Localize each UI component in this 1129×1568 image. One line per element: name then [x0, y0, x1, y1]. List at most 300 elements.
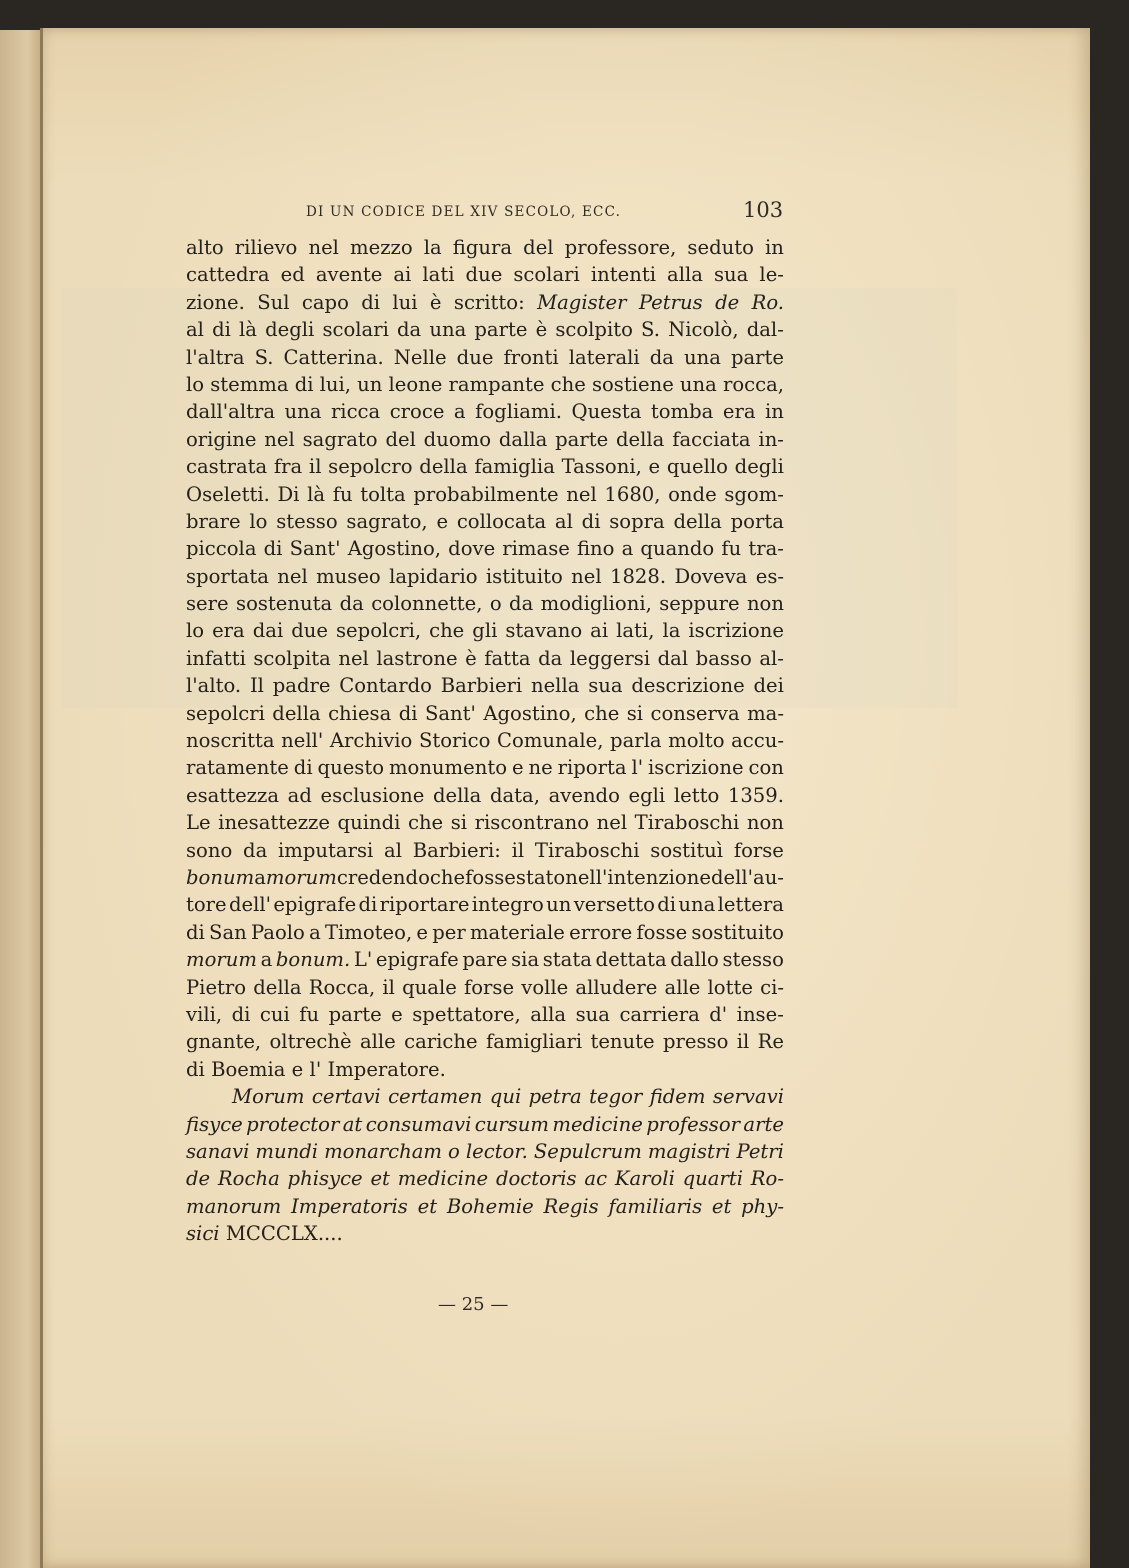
word: protector	[246, 1112, 340, 1136]
word: nel	[264, 427, 295, 451]
text-line	[186, 837, 784, 864]
word: leone	[388, 372, 443, 396]
word: inse-	[736, 1002, 784, 1026]
word: lapidario	[389, 564, 478, 588]
word: professor	[646, 1112, 741, 1136]
word: Di	[277, 482, 300, 506]
text-line	[186, 754, 784, 781]
word: Imperatore.	[327, 1057, 446, 1081]
word: sua	[588, 674, 623, 698]
word: quarti	[682, 1167, 743, 1191]
word: qui	[489, 1085, 522, 1109]
word: sere	[186, 592, 229, 616]
text-line	[186, 1220, 784, 1247]
text-line	[186, 426, 784, 453]
word: di	[263, 537, 283, 561]
text-line	[186, 946, 784, 973]
word: materiale	[469, 920, 565, 944]
word: presso	[662, 1030, 729, 1054]
word: e	[416, 920, 429, 944]
word: di	[212, 318, 231, 342]
word: porta	[730, 509, 784, 533]
word: parla	[610, 729, 662, 753]
word: collocata	[456, 509, 547, 533]
word: l'altra	[186, 345, 245, 369]
word: dell'	[228, 893, 272, 917]
word: credendo	[336, 865, 430, 889]
word: Rocha	[217, 1167, 280, 1191]
word: origine	[186, 427, 257, 451]
word: forse	[464, 975, 515, 999]
word: sepolcri	[186, 701, 265, 725]
word: sua	[575, 1002, 610, 1026]
word: Tiraboschi	[534, 838, 640, 862]
word: e	[391, 1002, 403, 1026]
word: avendo	[548, 783, 620, 807]
word: Rocca,	[308, 975, 376, 999]
word: fidem	[649, 1085, 706, 1109]
word: dal	[657, 646, 689, 670]
word: morum	[186, 948, 257, 972]
word: riporta	[557, 756, 627, 780]
word: dove	[448, 537, 496, 561]
word: e	[648, 455, 661, 479]
word: vili,	[186, 1002, 223, 1026]
word: al-	[759, 646, 784, 670]
word: da	[396, 318, 422, 342]
word: a	[309, 920, 321, 944]
text-line	[186, 645, 784, 672]
word: Petri	[736, 1139, 784, 1163]
word: dell'au-	[710, 865, 784, 889]
word: al	[186, 318, 204, 342]
text-line	[186, 1056, 784, 1083]
word: alto	[186, 236, 224, 259]
word: Ro.	[751, 290, 784, 314]
word: parte	[555, 427, 609, 451]
word: di	[186, 1057, 205, 1081]
word: 1680,	[604, 482, 661, 506]
word: cattedra	[186, 263, 270, 287]
word: e	[436, 509, 449, 533]
word: rampante	[448, 372, 545, 396]
word: sici	[186, 1222, 220, 1246]
word: errore	[569, 920, 633, 944]
word: di	[293, 756, 313, 780]
word: S.	[641, 318, 660, 342]
word: del	[523, 236, 554, 259]
word: una	[429, 318, 467, 342]
word: nel	[571, 564, 602, 588]
word: Barbieri	[440, 674, 523, 698]
word: Regis	[543, 1194, 599, 1218]
word: dai	[252, 619, 284, 643]
word: a	[254, 865, 266, 889]
word: le-	[759, 263, 784, 287]
word: quando	[640, 537, 715, 561]
text-line	[186, 891, 784, 918]
word: da	[243, 838, 268, 862]
word: a	[260, 948, 273, 972]
word: il	[511, 838, 525, 862]
text-line	[186, 617, 784, 644]
word: intenti	[590, 263, 656, 287]
word: morum	[265, 865, 337, 889]
word: ma-	[747, 701, 784, 725]
word: tenute	[590, 1030, 655, 1054]
word: avente	[315, 263, 383, 287]
word: fogliami.	[475, 400, 562, 424]
word: da	[509, 592, 534, 616]
page-number: 103	[743, 198, 784, 222]
word: che	[584, 701, 620, 725]
word: sagrato,	[346, 509, 428, 533]
word: due	[465, 263, 503, 287]
word: della	[419, 455, 468, 479]
word: Comunale,	[497, 729, 604, 753]
word: alla	[530, 1002, 567, 1026]
word: croce	[389, 400, 445, 424]
word: fra	[273, 455, 303, 479]
word: sia	[511, 948, 540, 972]
word: bonum.	[275, 948, 351, 972]
word: cariche	[404, 1030, 478, 1054]
word: è	[429, 290, 442, 314]
word: a	[621, 537, 634, 561]
word: onde	[668, 482, 717, 506]
word: dallo	[670, 948, 719, 972]
word: de	[186, 1167, 211, 1191]
word: nel	[338, 646, 369, 670]
word: Bohemie	[446, 1194, 534, 1218]
word: là	[239, 318, 257, 342]
word: una	[679, 372, 717, 396]
word: integro	[471, 893, 544, 917]
word: fatta	[484, 646, 531, 670]
word: là	[307, 482, 326, 506]
word: stemma	[210, 372, 289, 396]
text-line	[186, 590, 784, 617]
word: scritto:	[453, 290, 525, 314]
text-line	[186, 344, 784, 371]
text-line	[186, 453, 784, 480]
word: S.	[254, 345, 274, 369]
word: es-	[755, 564, 784, 588]
word: la	[662, 619, 681, 643]
word: sostituito	[691, 920, 784, 944]
word: Agostino,	[347, 537, 442, 561]
word: dettata	[595, 948, 667, 972]
text-line	[186, 919, 784, 946]
word: fosse	[636, 920, 688, 944]
word: certamen	[388, 1085, 483, 1109]
word: iscrizione	[688, 619, 784, 643]
word: sanavi	[186, 1139, 250, 1163]
word: Contardo	[339, 674, 432, 698]
word: tomba	[650, 400, 714, 424]
word: infatti	[186, 646, 246, 670]
text-line	[186, 1193, 784, 1220]
word: il	[382, 975, 395, 999]
word: fosse	[465, 865, 516, 889]
word: fu	[299, 1002, 320, 1026]
word: riscontrano	[474, 811, 590, 835]
word: era	[722, 400, 756, 424]
word: sopra	[609, 509, 665, 533]
word: 1828.	[609, 564, 667, 588]
word: sagrato	[302, 427, 378, 451]
text-line	[186, 864, 784, 891]
word: noscritta	[186, 729, 275, 753]
word: Boemia	[211, 1057, 286, 1081]
word: fu	[721, 537, 742, 561]
word: professore,	[564, 236, 677, 259]
word: in	[765, 400, 784, 424]
word: degli	[265, 318, 315, 342]
word: scolpita	[253, 646, 331, 670]
word: lo	[186, 372, 205, 396]
word: Archivio	[329, 729, 413, 753]
word: ad	[287, 783, 312, 807]
word: piccola	[186, 537, 257, 561]
word: da	[649, 345, 674, 369]
word: data,	[489, 783, 540, 807]
word: il	[736, 1030, 750, 1054]
word: sostituì	[650, 838, 724, 862]
word: L'	[353, 948, 373, 972]
text-line	[186, 1165, 784, 1192]
word: nel	[596, 811, 628, 835]
word: riportare	[379, 893, 470, 917]
word: conserva	[650, 701, 740, 725]
word: monumento	[388, 756, 508, 780]
word: della	[673, 509, 722, 533]
word: fronti	[503, 345, 559, 369]
word: consumavi	[365, 1112, 472, 1136]
word: di	[294, 372, 314, 396]
word: ai	[590, 619, 609, 643]
word: famigliari	[485, 1030, 583, 1054]
word: o	[489, 592, 502, 616]
word: at	[342, 1112, 363, 1136]
word: et	[417, 1194, 438, 1218]
word: parte	[474, 318, 528, 342]
word: rocca,	[722, 372, 784, 396]
word: Le	[186, 811, 211, 835]
text-line	[186, 535, 784, 562]
word: tolta	[360, 482, 406, 506]
word: questo	[317, 756, 385, 780]
word: Agostino,	[483, 701, 577, 725]
word: phisyce	[287, 1167, 363, 1191]
word: della	[616, 427, 665, 451]
word: Catterina.	[283, 345, 384, 369]
word: stavano	[505, 619, 583, 643]
word: cursum	[474, 1112, 549, 1136]
word: di	[358, 893, 378, 917]
word: di	[398, 701, 418, 725]
word: ac	[584, 1167, 608, 1191]
word: ne	[528, 756, 553, 780]
word: un	[546, 893, 572, 917]
word: 1359.	[727, 783, 784, 807]
word: che	[429, 865, 466, 889]
word: Pietro	[186, 975, 247, 999]
folio-number: — 25 —	[438, 1294, 509, 1315]
word: et	[370, 1167, 390, 1191]
text-line	[186, 508, 784, 535]
word: nel	[277, 564, 308, 588]
word: iscrizione	[648, 756, 744, 780]
word: dei	[753, 674, 784, 698]
word: Tiraboschi	[634, 811, 740, 835]
word: alle	[664, 975, 701, 999]
word: lui	[392, 290, 418, 314]
word: padre	[272, 674, 331, 698]
word: stesso	[722, 948, 784, 972]
word: lo	[186, 619, 205, 643]
word: lector.	[465, 1139, 528, 1163]
word: stata	[542, 948, 592, 972]
word: quale	[402, 975, 457, 999]
word: tore	[186, 893, 227, 917]
word: della	[432, 783, 482, 807]
text-line	[186, 289, 784, 316]
word: al	[554, 509, 573, 533]
word: Morum	[232, 1085, 305, 1109]
word: di	[581, 509, 601, 533]
word: l'alto.	[186, 674, 242, 698]
word: dal-	[746, 318, 784, 342]
word: ratamente	[186, 756, 289, 780]
word: l'	[309, 1057, 322, 1081]
word: castrata	[186, 455, 268, 479]
text-line	[186, 672, 784, 699]
word: Sant'	[289, 537, 341, 561]
word: versetto	[573, 893, 655, 917]
word: una	[284, 400, 322, 424]
word: da	[538, 646, 563, 670]
word: arte	[743, 1112, 784, 1136]
word: capo	[301, 290, 349, 314]
word: non	[746, 592, 784, 616]
text-line	[186, 1138, 784, 1165]
word: quindi	[337, 811, 401, 835]
word: e	[511, 756, 524, 780]
word: San	[209, 920, 247, 944]
word: et	[711, 1194, 732, 1218]
word: basso	[695, 646, 752, 670]
text-line	[186, 398, 784, 425]
text-line	[186, 974, 784, 1001]
word: mezzo	[350, 236, 413, 259]
word: figura	[452, 236, 513, 259]
word: parte	[730, 345, 784, 369]
word: ed	[280, 263, 305, 287]
word: forse	[733, 838, 784, 862]
word: che	[407, 811, 444, 835]
word: gnante,	[186, 1030, 262, 1054]
word: alle	[359, 1030, 396, 1054]
word: o	[448, 1139, 460, 1163]
word: zione.	[186, 290, 245, 314]
body-text	[186, 234, 784, 1247]
word: carriera	[619, 1002, 700, 1026]
word: Sepulcrum	[533, 1139, 642, 1163]
word: sepolcri,	[336, 619, 422, 643]
word: si	[626, 701, 644, 725]
word: duomo	[423, 427, 492, 451]
word: fino	[576, 537, 615, 561]
text-line	[186, 1028, 784, 1055]
word: brare	[186, 509, 241, 533]
word: sono	[186, 838, 233, 862]
word: lo	[249, 509, 268, 533]
word: facciata	[672, 427, 751, 451]
word: imputarsi	[278, 838, 374, 862]
word: lettera	[717, 893, 784, 917]
word: Questa	[571, 400, 642, 424]
word: nell'intenzione	[565, 865, 711, 889]
word: ai	[393, 263, 412, 287]
word: si	[450, 811, 468, 835]
text-line	[186, 261, 784, 288]
word: lastrone	[376, 646, 458, 670]
running-head: DI UN CODICE DEL XIV SECOLO, ECC.	[306, 204, 622, 220]
word: seppure	[659, 592, 740, 616]
word: seduto	[687, 236, 754, 259]
word: lati,	[616, 619, 655, 643]
book-spine	[40, 28, 43, 1568]
word: la	[423, 236, 442, 259]
word: Nelle	[393, 345, 447, 369]
word: dall'altra	[186, 400, 276, 424]
word: che	[550, 372, 586, 396]
word: certavi	[311, 1085, 381, 1109]
word: Tassoni,	[561, 455, 642, 479]
word: Petrus	[638, 290, 703, 314]
text-line	[186, 727, 784, 754]
word: quello	[666, 455, 728, 479]
word: stato	[515, 865, 566, 889]
word: alludere	[575, 975, 658, 999]
word: Ro-	[750, 1167, 784, 1191]
word: in-	[758, 427, 784, 451]
text-line	[186, 809, 784, 836]
word: Nicolò,	[668, 318, 739, 342]
word: che	[429, 619, 465, 643]
text-line	[186, 234, 784, 261]
word: mundi	[255, 1139, 319, 1163]
word: monarcham	[324, 1139, 442, 1163]
word: ricca	[330, 400, 381, 424]
word: petra	[528, 1085, 582, 1109]
word: famiglia	[474, 455, 555, 479]
word: epigrafe	[375, 948, 459, 972]
word: istituito	[485, 564, 563, 588]
word: descrizione	[631, 674, 745, 698]
word: colonnette,	[371, 592, 483, 616]
word: del	[385, 427, 416, 451]
word: medicine	[552, 1112, 643, 1136]
word: servavi	[712, 1085, 784, 1109]
word: sportata	[186, 564, 269, 588]
word: familiaris	[608, 1194, 703, 1218]
word: oltrechè	[269, 1030, 352, 1054]
word: molto	[668, 729, 725, 753]
word: da	[339, 592, 364, 616]
word: Sant'	[424, 701, 476, 725]
